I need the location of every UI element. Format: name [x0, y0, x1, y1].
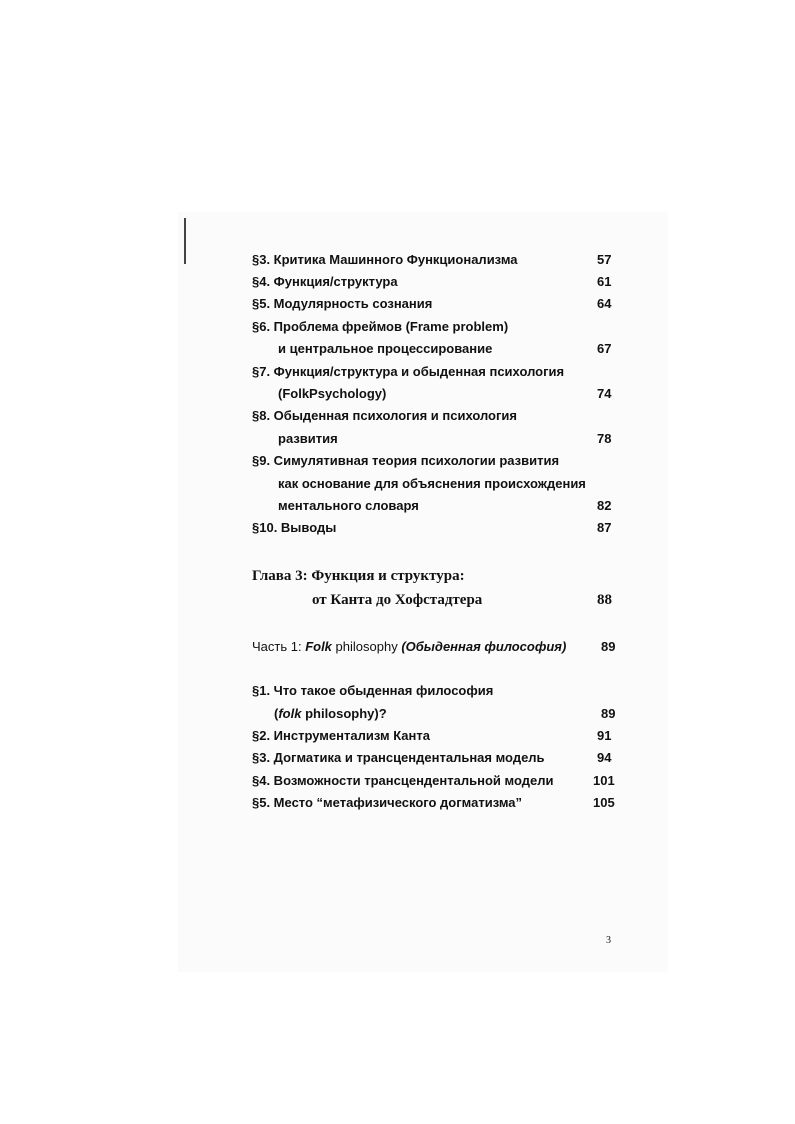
toc-entry-text: §4. Возможности трансцендентальной модели [252, 773, 554, 788]
toc-entry-page: 61 [597, 274, 612, 289]
chapter-subtitle: от Канта до Хофстадтера [312, 592, 483, 608]
toc-entry-text: §5. Модулярность сознания [252, 296, 433, 311]
toc-entry-post: philosophy)? [301, 706, 387, 721]
toc-entry-page: 82 [597, 498, 612, 513]
page-number: 3 [606, 935, 611, 946]
toc-entry-text: §10. Выводы [252, 520, 337, 535]
toc-entry-text: §6. Проблема фреймов (Frame problem) [252, 319, 509, 334]
toc-entry-text: ментального словаря [278, 498, 419, 513]
toc-entry-text: §5. Место “метафизического догматизма” [252, 795, 523, 810]
part-prefix: Часть 1: [252, 639, 306, 654]
toc-entry-text: §9. Симулятивная теория психологии развития [252, 453, 560, 468]
toc-entry-page: 101 [593, 773, 615, 788]
toc-entry-page: 105 [593, 795, 615, 810]
toc-entry-page: 87 [597, 520, 612, 535]
toc-entry-page: 64 [597, 296, 612, 311]
toc-entry-page: 57 [597, 252, 612, 267]
toc-entry-text: §4. Функция/структура [252, 274, 398, 289]
toc-entry-text: §1. Что такое обыденная философия [252, 683, 494, 698]
toc-entry-page: 74 [597, 386, 612, 401]
part-folk: Folk [305, 639, 332, 654]
toc-entry-text: развития [278, 431, 338, 446]
toc-entry-page: 78 [597, 431, 612, 446]
toc-entry-page: 94 [597, 750, 612, 765]
toc-entry-folk: folk [278, 706, 302, 721]
part-middle: philosophy [331, 639, 402, 654]
toc-entry-page: 89 [601, 706, 616, 721]
margin-mark [184, 218, 186, 264]
toc-entry-text: §3. Догматика и трансцендентальная модель [252, 750, 545, 765]
chapter-title: Глава 3: Функция и структура: [252, 568, 465, 584]
toc-entry-text: §7. Функция/структура и обыденная психология [252, 364, 565, 379]
toc-entry-text: (FolkPsychology) [278, 386, 387, 401]
toc-entry-text [274, 706, 387, 722]
part-russian: (Обыденная философия) [401, 639, 567, 654]
part-heading [252, 639, 566, 655]
toc-entry-text: как основание для объяснения происхождения [278, 476, 586, 491]
toc-entry-text: §8. Обыденная психология и психология [252, 408, 517, 423]
chapter-page: 88 [597, 592, 612, 608]
toc-entry-text: §3. Критика Машинного Функционализма [252, 252, 518, 267]
toc-entry-pre: ( [274, 706, 279, 721]
toc-entry-text: §2. Инструментализм Канта [252, 728, 430, 743]
toc-entry-text: и центральное процессирование [278, 341, 493, 356]
toc-entry-page: 91 [597, 728, 612, 743]
toc-entry-page: 67 [597, 341, 612, 356]
part-page: 89 [601, 639, 616, 654]
